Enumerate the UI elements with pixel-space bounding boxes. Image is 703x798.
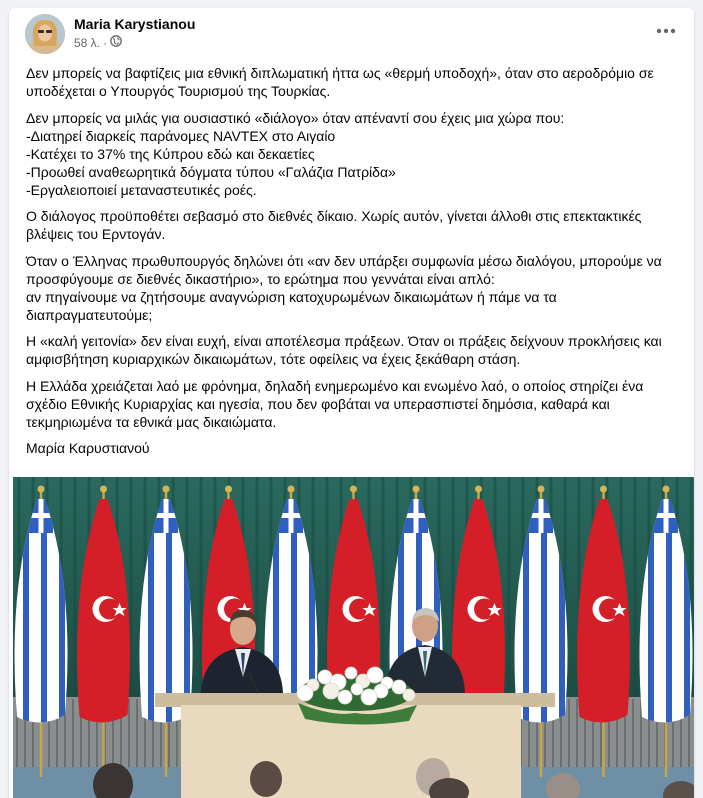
post-paragraph (26, 332, 686, 368)
more-horizontal-icon (656, 28, 676, 34)
avatar-image (25, 14, 65, 54)
post-text-line: Μαρία Καρυστιανού (26, 440, 150, 456)
post-paragraph (26, 109, 686, 199)
post-photo[interactable] (13, 477, 694, 798)
post-text-line: αν πηγαίνουμε να ζητήσουμε αναγνώριση κατοχυρωμένων δικαιωμάτων ή πάμε να τα (26, 288, 557, 305)
post-paragraph (26, 377, 686, 431)
post-text-line: Η Ελλάδα χρειάζεται λαό με φρόνημα, δηλαδή ενημερωμένο και ενωμένο λαό, ο οποίος στηρίζει ένα (26, 377, 644, 394)
post-text-line: Η «καλή γειτονία» δεν είναι ευχή, είναι αποτέλεσμα πράξεων. Όταν οι πράξεις δείχνουν προκλήσεις και (26, 333, 662, 349)
post-text-line: Δεν μπορείς να βαφτίζεις μια εθνική διπλωματική ήττα ως «θερμή υποδοχή», όταν στο αεροδρόμιο σε (26, 65, 654, 81)
post-text-line: βλέψεις του Ερντογάν. (26, 226, 166, 242)
globe-icon (110, 35, 122, 50)
post-paragraph (26, 252, 686, 324)
post-meta (74, 35, 122, 50)
post-text-line: Όταν ο Έλληνας πρωθυπουργός δηλώνει ότι «αν δεν υπάρξει συμφωνία μέσω διαλόγου, μπορούμε να (26, 252, 662, 269)
post-card (9, 8, 694, 798)
more-options-button[interactable] (650, 18, 682, 44)
post-text-line: προσφύγουμε σε διεθνές δικαστήριο», το ερώτημα που γεννάται είναι απλό: (26, 270, 495, 287)
post-text (26, 64, 686, 466)
post-paragraph (26, 207, 686, 243)
post-text-line: -Εργαλειοποιεί μεταναστευτικές ροές. (26, 181, 257, 198)
avatar[interactable] (25, 14, 65, 54)
post-paragraph (26, 439, 686, 457)
post-paragraph (26, 64, 686, 100)
post-text-line: διαπραγματευτούμε; (26, 306, 153, 323)
meta-separator: · (103, 35, 108, 50)
author-name[interactable]: Maria Karystianou (74, 16, 196, 32)
post-text-line: Δεν μπορείς να μιλάς για ουσιαστικό «διάλογο» όταν απέναντί σου έχεις μια χώρα που: (26, 109, 565, 126)
post-time[interactable]: 58 λ. (74, 35, 101, 50)
post-text-line: υποδέχεται ο Υπουργός Τουρισμού της Τουρκίας. (26, 83, 331, 99)
post-text-line: αμφισβήτηση κυριαρχικών δικαιωμάτων, τότε οφείλεις να έχεις ξεκάθαρη στάση. (26, 351, 521, 367)
press-conference-photo (13, 477, 694, 798)
post-text-line: -Διατηρεί διαρκείς παράνομες NAVTEX στο Αιγαίο (26, 127, 336, 144)
post-text-line: τεκμηριωμένα τα εθνικά μας δικαιώματα. (26, 413, 277, 430)
post-text-line: Ο διάλογος προϋποθέτει σεβασμό στο διεθνές δίκαιο. Χωρίς αυτόν, γίνεται άλλοθι στις επεκτακτικές (26, 208, 642, 224)
post-header (9, 8, 694, 60)
post-text-line: -Προωθεί αναθεωρητικά δόγματα τύπου «Γαλάζια Πατρίδα» (26, 163, 396, 180)
post-text-line: -Κατέχει το 37% της Κύπρου εδώ και δεκαετίες (26, 145, 315, 162)
post-text-line: σχέδιο Εθνικής Κυριαρχίας και ηγεσία, που δεν φοβάται να υπερασπιστεί δημόσια, καθαρά και (26, 395, 610, 412)
